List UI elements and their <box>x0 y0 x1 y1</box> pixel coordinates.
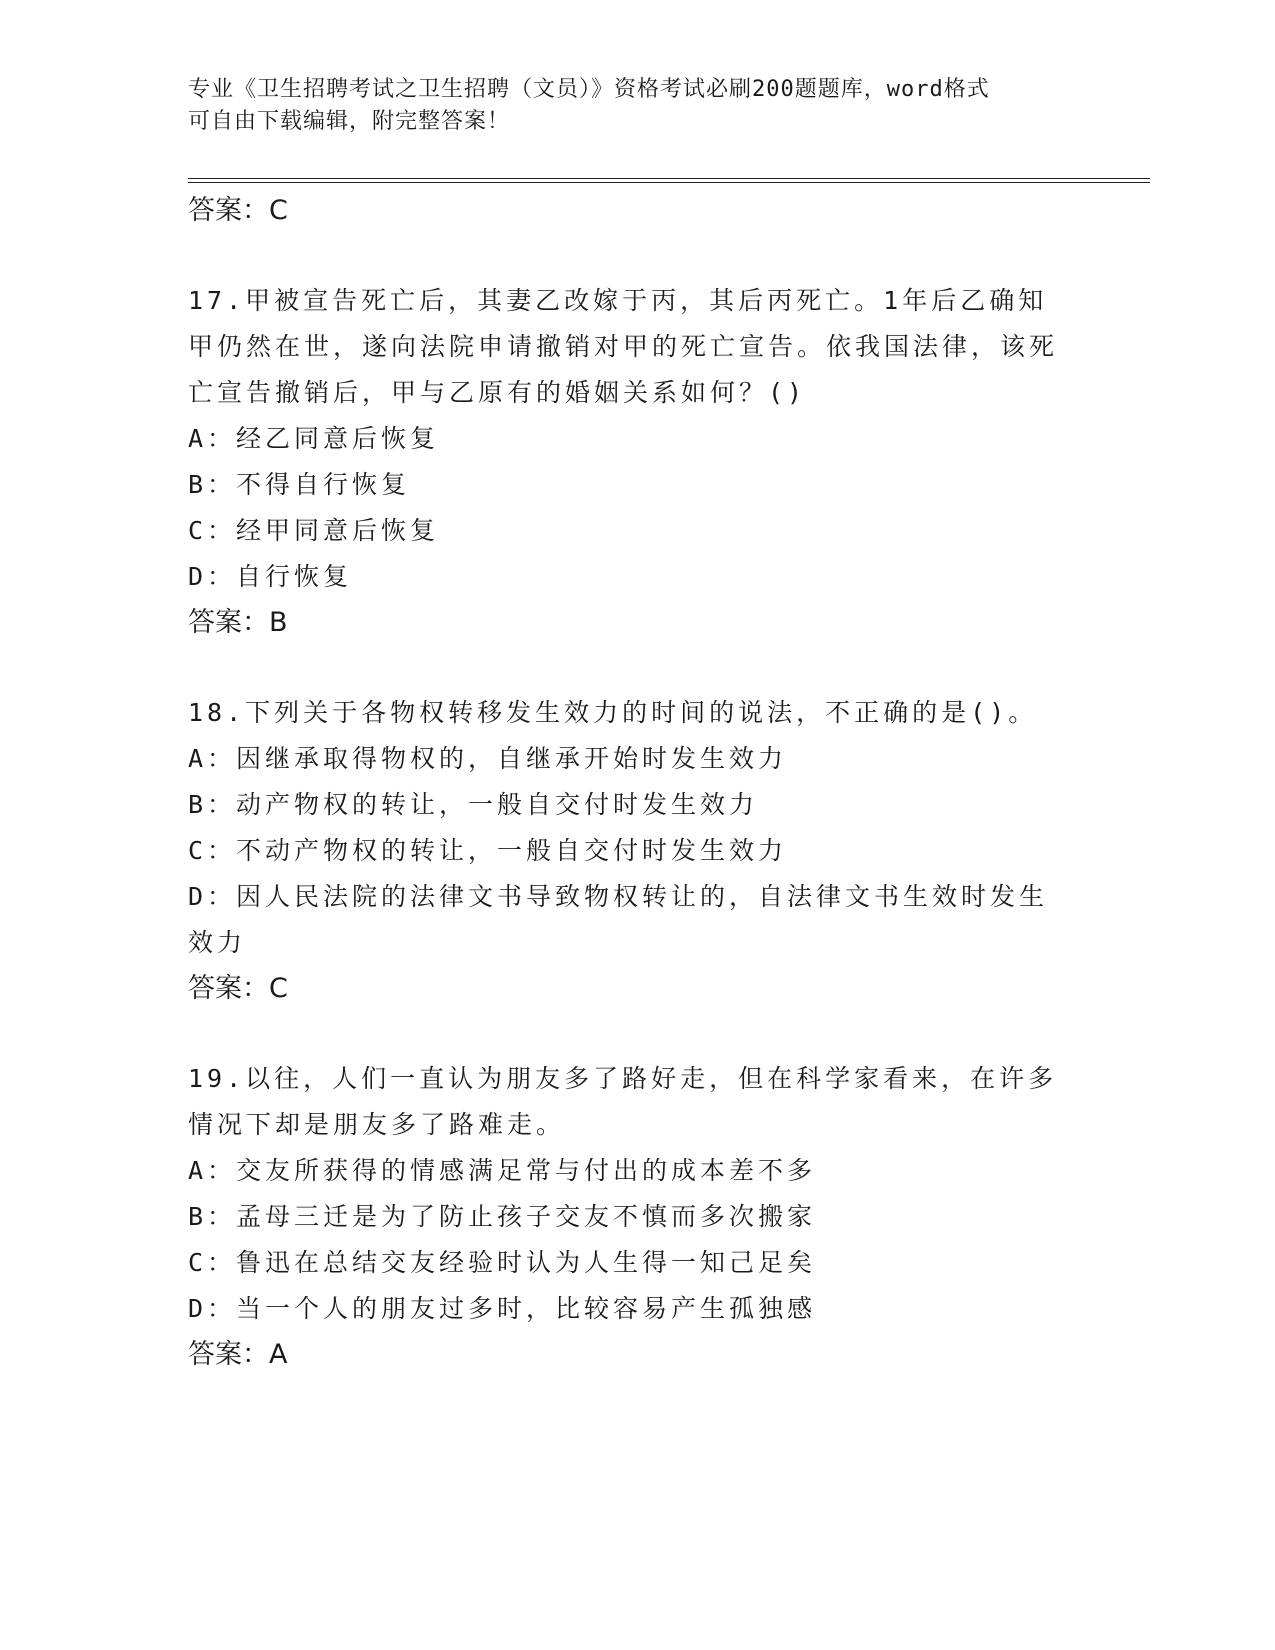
option-d: D：当一个人的朋友过多时，比较容易产生孤独感 <box>188 1294 817 1323</box>
option-a: A：交友所获得的情感满足常与付出的成本差不多 <box>188 1156 817 1185</box>
option-d: D：因人民法院的法律文书导致物权转让的，自法律文书生效时发生效力 <box>188 882 1049 957</box>
option-c: C：经甲同意后恢复 <box>188 516 440 545</box>
question-list <box>188 188 1088 1378</box>
header-divider <box>188 178 1150 183</box>
page-header <box>188 74 1088 138</box>
question-19 <box>188 1056 1088 1378</box>
question-stem: 18.下列关于各物权转移发生效力的时间的说法，不正确的是()。 <box>188 698 1038 727</box>
question-18 <box>188 690 1088 1012</box>
option-a: A：因继承取得物权的，自继承开始时发生效力 <box>188 744 788 773</box>
answer-line: 答案：C <box>188 195 288 226</box>
option-b: B：动产物权的转让，一般自交付时发生效力 <box>188 790 759 819</box>
header-line-1: 专业《卫生招聘考试之卫生招聘（文员）》资格考试必刷200题题库，word格式 <box>188 77 990 102</box>
answer-line: 答案：A <box>188 1339 288 1370</box>
option-a: A：经乙同意后恢复 <box>188 424 440 453</box>
question-17 <box>188 278 1088 646</box>
answer-line: 答案：C <box>188 973 288 1004</box>
option-b: B：孟母三迁是为了防止孩子交友不慎而多次搬家 <box>188 1202 817 1231</box>
option-b: B：不得自行恢复 <box>188 470 411 499</box>
answer-line: 答案：B <box>188 607 288 638</box>
question-stem: 19.以往，人们一直认为朋友多了路好走，但在科学家看来，在许多情况下却是朋友多了路难走。 <box>188 1064 1058 1139</box>
option-c: C：鲁迅在总结交友经验时认为人生得一知己足矣 <box>188 1248 817 1277</box>
header-line-2: 可自由下载编辑，附完整答案！ <box>188 109 511 134</box>
option-d: D：自行恢复 <box>188 562 353 591</box>
option-c: C：不动产物权的转让，一般自交付时发生效力 <box>188 836 788 865</box>
question-stem: 17.甲被宣告死亡后，其妻乙改嫁于丙，其后丙死亡。1年后乙确知甲仍然在世，遂向法院申请撤销对甲的死亡宣告。依我国法律，该死亡宣告撤销后，甲与乙原有的婚姻关系如何？() <box>188 286 1059 407</box>
